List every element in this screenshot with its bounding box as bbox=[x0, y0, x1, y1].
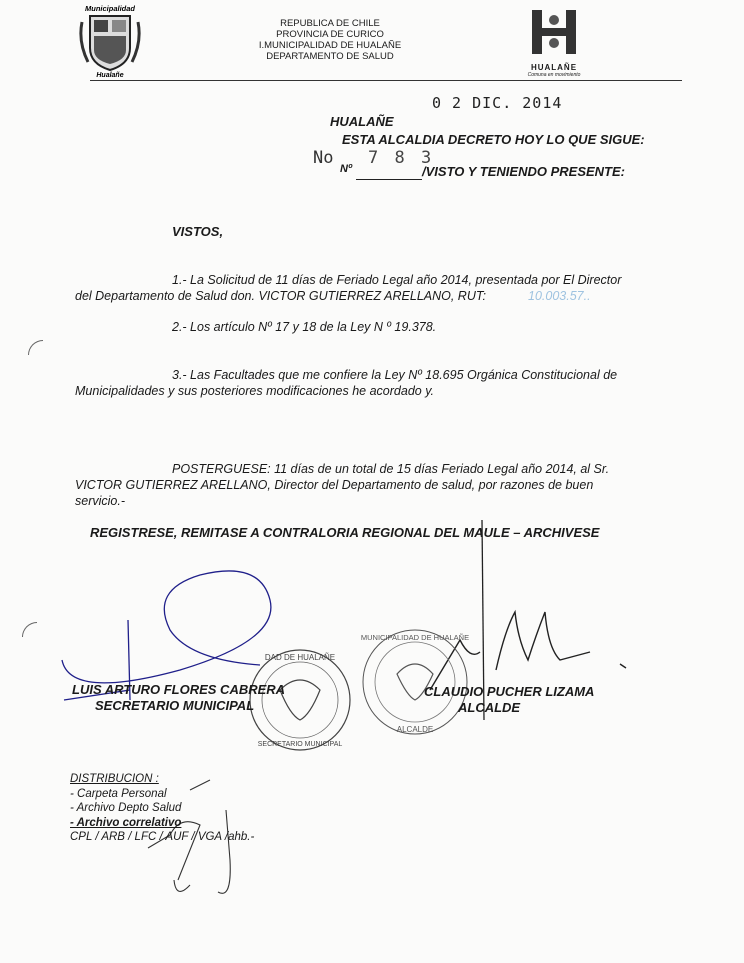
mayor-seal-top: MUNICIPALIDAD DE HUALAÑE bbox=[360, 633, 470, 642]
mayor-title: ALCALDE bbox=[458, 700, 521, 715]
item-2: 2.- Los artículo Nº 17 y 18 de la Ley N º 19.378. bbox=[172, 320, 437, 334]
distribution-item: - Carpeta Personal bbox=[70, 787, 167, 800]
logo-name: HUALAÑE bbox=[530, 63, 578, 72]
vistos-heading: VISTOS, bbox=[172, 224, 224, 239]
crest-top-text: Municipalidad bbox=[84, 4, 136, 13]
number-prefix: Nº bbox=[340, 163, 352, 175]
distribution-item: - Archivo Depto Salud bbox=[70, 802, 182, 814]
distribution-initials: CPL / ARB / LFC / AUF / VGA /ahb.- bbox=[70, 831, 255, 843]
distribution-block bbox=[70, 772, 254, 845]
decree-line: ESTA ALCALDIA DECRETO HOY LO QUE SIGUE: bbox=[342, 132, 645, 147]
header-line-1: REPUBLICA DE CHILE bbox=[280, 18, 380, 29]
secretary-seal-bottom: SECRETARIO MUNICIPAL bbox=[257, 741, 343, 748]
resolution-line-1: POSTERGUESE: 11 días de un total de 15 días Feriado Legal año 2014, al Sr. bbox=[172, 462, 610, 476]
visto-line: /VISTO Y TENIENDO PRESENTE: bbox=[422, 164, 625, 179]
secretary-seal bbox=[250, 650, 350, 750]
resolution-line-2: VICTOR GUTIERREZ ARELLANO, Director del Departamento de salud, por razones de buen bbox=[75, 478, 594, 492]
secretary-title: SECRETARIO MUNICIPAL bbox=[95, 698, 255, 713]
secretary-name: LUIS ARTURO FLORES CABRERA bbox=[72, 682, 286, 697]
mayor-seal-bottom: ALCALDE bbox=[396, 725, 434, 734]
closing-line: REGISTRESE, REMITASE A CONTRALORIA REGIONAL DEL MAULE – ARCHIVESE bbox=[90, 525, 600, 540]
item-3-line-1: 3.- Las Facultades que me confiere la Ley Nº 18.695 Orgánica Constitucional de bbox=[172, 368, 618, 382]
header-line-4: DEPARTAMENTO DE SALUD bbox=[266, 51, 394, 62]
rut-value: 10.003.57.. bbox=[528, 289, 591, 303]
header-line-3: I.MUNICIPALIDAD DE HUALAÑE bbox=[258, 40, 402, 51]
item-1-line-1: 1.- La Solicitud de 11 días de Feriado Legal año 2014, presentada por El Director bbox=[172, 273, 622, 287]
distribution-heading: DISTRIBUCION : bbox=[70, 773, 159, 785]
number-stamp-prefix: No bbox=[313, 148, 334, 168]
item-1-line-2: del Departamento de Salud don. VICTOR GUTIERREZ ARELLANO, RUT: bbox=[75, 289, 487, 303]
header-line-2: PROVINCIA DE CURICO bbox=[276, 29, 384, 40]
logo-tagline: Comuna en movimiento bbox=[527, 72, 581, 78]
distribution-item-bold: - Archivo correlativo bbox=[70, 816, 182, 829]
secretary-signature bbox=[62, 571, 271, 700]
secretary-seal-top: DAD DE HUALAÑE bbox=[264, 653, 336, 662]
mayor-name: CLAUDIO PUCHER LIZAMA bbox=[424, 684, 595, 699]
resolution-line-3: servicio.- bbox=[75, 494, 126, 508]
crest-bottom-text: Hualañe bbox=[96, 72, 124, 78]
place-heading: HUALAÑE bbox=[330, 114, 394, 129]
mayor-seal bbox=[361, 630, 469, 734]
mayor-signature bbox=[430, 612, 626, 690]
decree-number: 7 8 3 bbox=[368, 148, 435, 168]
item-3-line-2: Municipalidades y sus posteriores modificaciones he acordado y. bbox=[75, 384, 434, 398]
date-stamp: 0 2 DIC. 2014 bbox=[432, 94, 563, 112]
